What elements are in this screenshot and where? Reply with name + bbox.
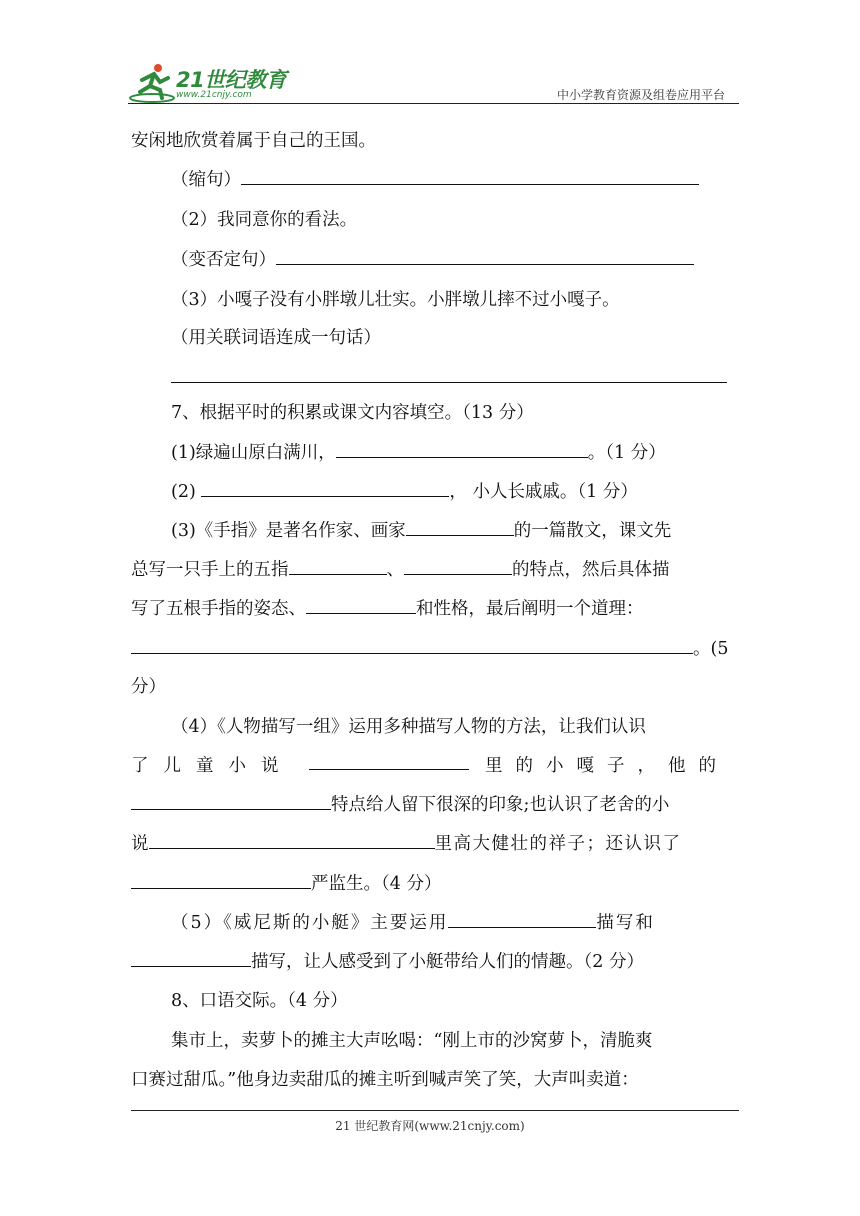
text-line: 特点给人留下很深的印象;也认识了老舍的小 <box>131 791 669 816</box>
text-line <box>171 365 727 388</box>
answer-blank[interactable] <box>131 636 693 654</box>
text-line: (2) ， 小人长戚戚。（1 分） <box>171 478 638 503</box>
text-line: 口赛过甜瓜。”他身边卖甜瓜的摊主听到喊声笑了笑，大声叫卖道： <box>131 1070 639 1090</box>
task-label: （缩句） <box>171 170 241 190</box>
answer-blank[interactable] <box>309 752 469 770</box>
answer-blank[interactable] <box>306 596 416 614</box>
answer-blank[interactable] <box>131 871 311 889</box>
question-title: 7、根据平时的积累或课文内容填空。（13 分） <box>171 403 534 423</box>
text-line: 集市上，卖萝卜的摊主大声吆喝：“刚上市的沙窝萝卜，清脆爽 <box>171 1031 653 1051</box>
text-line <box>171 246 694 271</box>
text-line: (3)《手指》是著名作家、画家 的一篇散文，课文先 <box>171 517 671 542</box>
answer-blank[interactable] <box>336 440 588 458</box>
site-logo <box>128 60 298 104</box>
text-line <box>171 166 699 191</box>
text-line <box>171 286 620 311</box>
text-line: 写了五根手指的姿态、 和性格，最后阐明一个道理： <box>131 595 644 620</box>
logo-text: 21世纪教育 <box>176 68 287 92</box>
answer-blank[interactable] <box>289 557 387 575</box>
header-divider <box>128 103 739 104</box>
answer-blank[interactable] <box>131 792 331 810</box>
answer-blank[interactable] <box>404 557 512 575</box>
footer-divider <box>131 1110 739 1111</box>
answer-blank[interactable] <box>131 949 251 967</box>
text-line: 总写一只手上的五指 、 的特点，然后具体描 <box>131 556 670 581</box>
text-line: （5）《威尼斯的小艇》主要运用 描写和 <box>171 909 655 934</box>
text-line: （4）《人物描写一组》运用多种描写人物的方法，让我们认识 <box>171 717 646 737</box>
answer-blank[interactable] <box>241 167 699 185</box>
answer-blank[interactable] <box>149 831 435 849</box>
sentence-text: 安闲地欣赏着属于自己的王国。 <box>131 131 376 151</box>
text-line: 严监生。（4 分） <box>131 870 441 895</box>
task-label: （变否定句） <box>171 250 276 270</box>
answer-blank[interactable] <box>171 365 727 383</box>
task-label: （用关联词语连成一句话） <box>171 328 381 348</box>
page-footer: 21 世纪教育网(www.21cnjy.com) <box>335 1119 525 1133</box>
header-tagline: 中小学教育资源及组卷应用平台 <box>556 88 725 102</box>
answer-blank[interactable] <box>276 247 694 265</box>
sentence-text: （3）小嘎子没有小胖墩儿壮实。小胖墩儿摔不过小嘎子。 <box>171 290 620 310</box>
text-line: 描写，让人感受到了小艇带给人们的情趣。（2 分） <box>131 948 644 973</box>
page-header <box>128 58 739 106</box>
answer-blank[interactable] <box>448 910 596 928</box>
text-line: (1)绿遍山原白满川， 。（1 分） <box>171 439 666 464</box>
text-line: 了儿童小说 里的小嘎子，他的 <box>131 752 729 777</box>
text-line: 分） <box>131 677 166 697</box>
text-line <box>171 206 357 231</box>
text-line: 说 里高大健壮的祥子；还认识了 <box>131 830 682 855</box>
answer-blank[interactable] <box>406 518 514 536</box>
logo-url: www.21cnjy.com <box>176 90 252 100</box>
question-title: 8、口语交际。（4 分） <box>171 991 348 1011</box>
sentence-text: （2）我同意你的看法。 <box>171 210 358 230</box>
runner-logo-icon <box>128 60 176 104</box>
text-line: 。(5 <box>131 635 728 660</box>
text-line <box>171 324 381 349</box>
text-line <box>131 127 376 152</box>
answer-blank[interactable] <box>201 479 449 497</box>
